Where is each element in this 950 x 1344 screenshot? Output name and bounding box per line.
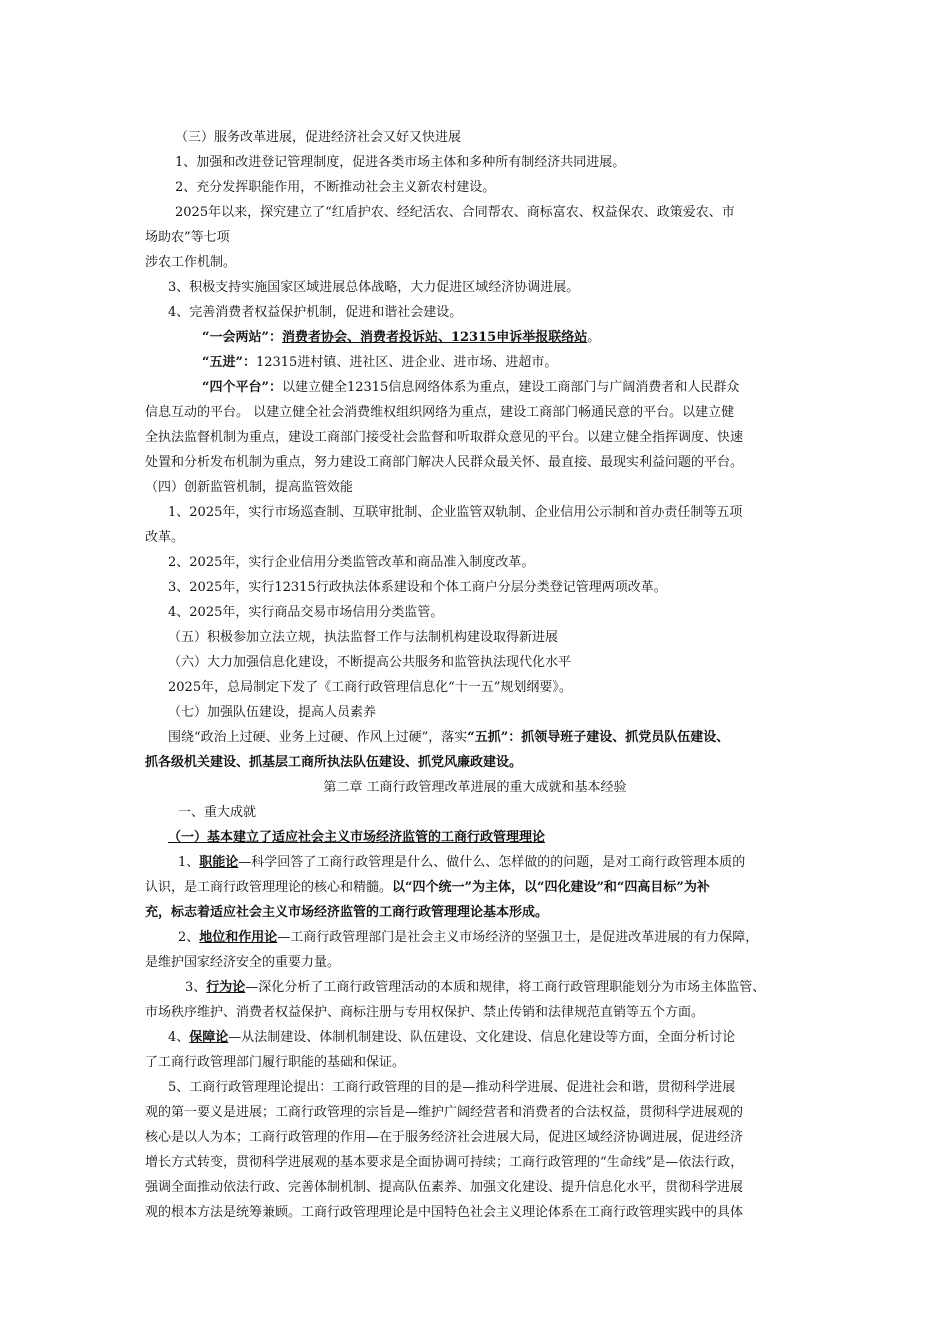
paragraph: 观的第一要义是进展；工商行政管理的宗旨是—维护广阔经营者和消费者的合法权益，贯彻科学进展观的 <box>145 1105 744 1120</box>
paragraph-bold: 充，标志着适应社会主义市场经济监管的工商行政管理理论基本形成。 <box>145 905 549 920</box>
term-label: “五进”： <box>202 355 256 370</box>
text: —科学回答了工商行政管理是什么、做什么、怎样做的的问题，是对工商行政管理本质的 <box>238 855 746 870</box>
bold-text: “五抓”：抓领导班子建设、抓党员队伍建设、 <box>467 730 730 745</box>
paragraph: 4、2025年，实行商品交易市场信用分类监管。 <box>168 605 444 620</box>
term-label: “四个平台”： <box>202 380 282 395</box>
section-heading-7: （七）加强队伍建设，提高人员素养 <box>168 705 377 720</box>
item-number: 1、 <box>178 855 200 870</box>
paragraph <box>145 876 710 901</box>
paragraph-guarantee-theory <box>168 1026 735 1051</box>
paragraph: 3、积极支持实施国家区域进展总体战略，大力促进区域经济协调进展。 <box>168 280 580 295</box>
section-heading-3: （三）服务改革进展，促进经济社会又好又快进展 <box>175 130 462 145</box>
paragraph: 观的根本方法是统筹兼顾。工商行政管理理论是中国特色社会主义理论体系在工商行政管理实践中的具体 <box>145 1205 744 1220</box>
section-heading-4: （四）创新监管机制，提高监管效能 <box>145 480 354 495</box>
item-number: 3、 <box>185 980 207 995</box>
paragraph: 全执法监督机制为重点，建设工商部门接受社会监督和听取群众意见的平台。以建立健全指挥调度、快速 <box>145 430 744 445</box>
paragraph-four-platforms <box>202 376 739 401</box>
term-text: 消费者协会、消费者投诉站、12315申诉举报联络站 <box>281 330 588 345</box>
text: —工商行政管理部门是社会主义市场经济的坚强卫士，是促进改革进展的有力保障， <box>277 930 759 945</box>
paragraph: 3、2025年，实行12315行政执法体系建设和个体工商户分层分类登记管理两项改革。 <box>168 580 667 595</box>
item-number: 4、 <box>168 1030 190 1045</box>
paragraph: 2025年以来，探究建立了“红盾护农、经纪活农、合同帮农、商标富农、权益保农、政策爱农、市 <box>175 205 735 220</box>
paragraph: 改革。 <box>145 530 185 545</box>
theory-term: 职能论 <box>199 855 239 870</box>
paragraph: 场助农”等七项 <box>145 230 230 245</box>
paragraph: 增长方式转变，贯彻科学进展观的基本要求是全面协调可持续；工商行政管理的“生命线”是—依法行政， <box>145 1155 744 1170</box>
paragraph: 市场秩序维护、消费者权益保护、商标注册与专用权保护、禁止传销和法律规范直销等五个方面。 <box>145 1005 705 1020</box>
subsection-heading-1: （一）基本建立了适应社会主义市场经济监管的工商行政管理理论 <box>168 830 546 845</box>
text: —从法制建设、体制机制建设、队伍建设、文化建设、信息化建设等方面，全面分析讨论 <box>228 1030 736 1045</box>
paragraph-bold: 抓各级机关建设、抓基层工商所执法队伍建设、抓党风廉政建设。 <box>145 755 523 770</box>
paragraph: 5、工商行政管理理论提出：工商行政管理的目的是—推动科学进展、促进社会和谐，贯彻科学进展 <box>168 1080 736 1095</box>
paragraph: 1、加强和改进登记管理制度，促进各类市场主体和多种所有制经济共同进展。 <box>175 155 626 170</box>
paragraph: 1、2025年，实行市场巡查制、互联审批制、企业监管双轨制、企业信用公示制和首办责任制等五项 <box>168 505 743 520</box>
theory-term: 行为论 <box>206 980 246 995</box>
item-number: 2、 <box>178 930 200 945</box>
paragraph: 信息互动的平台。 以建立健全社会消费维权组织网络为重点，建设工商部门畅通民意的平台。以建立健 <box>145 405 735 420</box>
paragraph-five-grasps <box>168 726 729 751</box>
paragraph: 核心是以人为本；工商行政管理的作用—在于服务经济社会进展大局，促进区域经济协调进展，促进经济 <box>145 1130 744 1145</box>
term-label: “一会两站”： <box>202 330 282 345</box>
paragraph: 是维护国家经济安全的重要力量。 <box>145 955 341 970</box>
paragraph: 2、2025年，实行企业信用分类监管改革和商品准入制度改革。 <box>168 555 535 570</box>
text: —深化分析了工商行政管理活动的本质和规律，将工商行政管理职能划分为市场主体监管、 <box>245 980 766 995</box>
text: 围绕“政治上过硬、业务上过硬、作风上过硬”，落实 <box>168 730 468 745</box>
paragraph-behavior-theory <box>185 976 765 1001</box>
paragraph: 强调全面推动依法行政、完善体制机制、提高队伍素养、加强文化建设、提升信息化水平，贯彻科学进展 <box>145 1180 744 1195</box>
paragraph: 涉农工作机制。 <box>145 255 237 270</box>
theory-term: 地位和作用论 <box>199 930 278 945</box>
paragraph: 2、充分发挥职能作用，不断推动社会主义新农村建设。 <box>175 180 496 195</box>
term-text: 12315进村镇、进社区、进企业、进市场、进超市。 <box>255 355 558 370</box>
paragraph-one-association-two-stations <box>202 326 600 351</box>
punctuation: 。 <box>587 330 601 345</box>
section-heading-5: （五）积极参加立法立规，执法监督工作与法制机构建设取得新进展 <box>168 630 559 645</box>
term-text: 以建立健全12315信息网络体系为重点，建设工商部门与广阔消费者和人民群众 <box>281 380 740 395</box>
paragraph: 2025年，总局制定下发了《工商行政管理信息化“十一五”规划纲要》。 <box>168 680 572 695</box>
bold-text: 以“四个统一”为主体，以“四化建设”和“四高目标”为补 <box>392 880 710 895</box>
paragraph-function-theory <box>178 851 745 876</box>
section-heading-6: （六）大力加强信息化建设，不断提高公共服务和监管执法现代化水平 <box>168 655 572 670</box>
section-major-achievements: 一、重大成就 <box>178 805 257 820</box>
chapter-title: 第二章 工商行政管理改革进展的重大成就和基本经验 <box>323 780 627 795</box>
paragraph: 了工商行政管理部门履行职能的基础和保证。 <box>145 1055 406 1070</box>
paragraph-five-entries <box>202 351 557 376</box>
paragraph: 4、完善消费者权益保护机制，促进和谐社会建设。 <box>168 305 463 320</box>
paragraph: 处置和分析发布机制为重点，努力建设工商部门解决人民群众最关怀、最直接、最现实利益问题的平台。 <box>145 455 744 470</box>
paragraph-status-theory <box>178 926 758 951</box>
text: 认识，是工商行政管理理论的核心和精髓。 <box>145 880 393 895</box>
theory-term: 保障论 <box>189 1030 229 1045</box>
